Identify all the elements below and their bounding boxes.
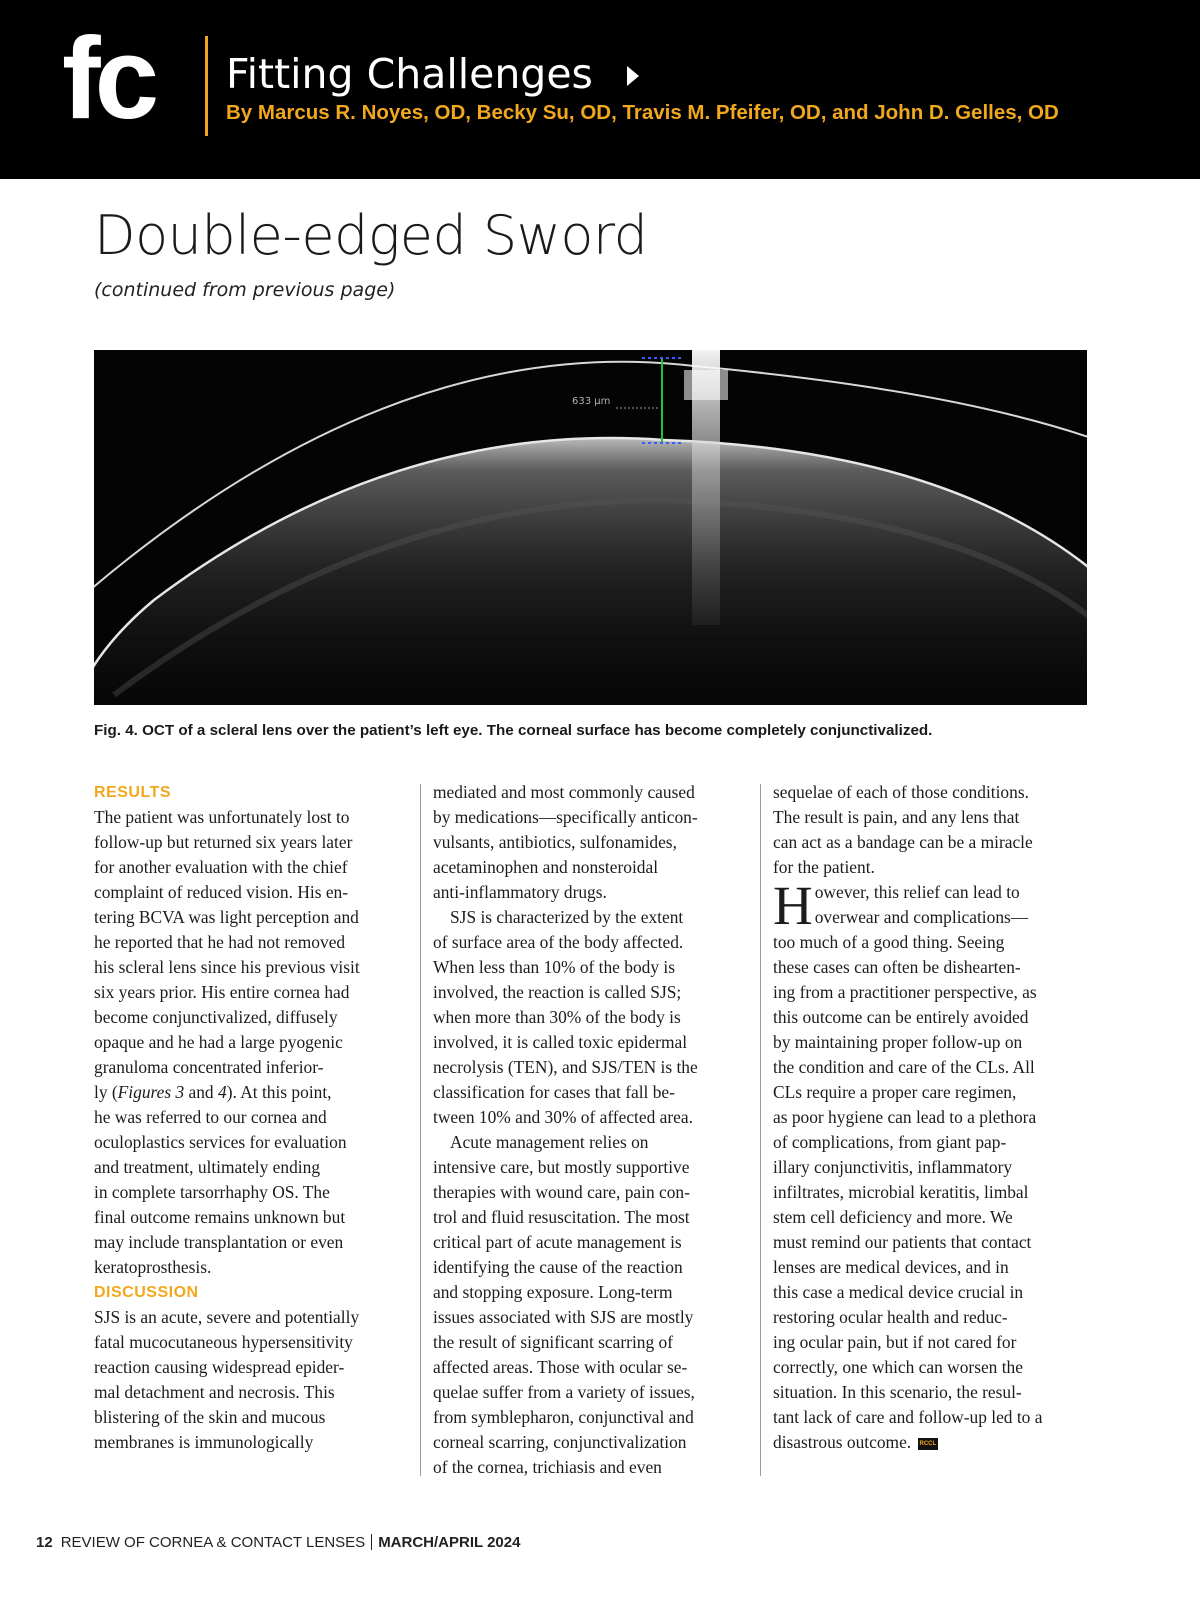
text-line: involved, the reaction is called SJS; <box>433 982 682 1002</box>
text-line: must remind our patients that contact <box>773 1232 1032 1252</box>
column-rule <box>760 784 761 1476</box>
publication-name: REVIEW OF CORNEA & CONTACT LENSES <box>60 1534 366 1551</box>
text-line: acetaminophen and nonsteroidal <box>433 857 659 877</box>
discussion-heading: DISCUSSION <box>94 1284 199 1301</box>
text-line: by maintaining proper follow-up on <box>773 1032 1023 1052</box>
text-line: of surface area of the body affected. <box>433 932 684 952</box>
text-line: illary conjunctivitis, inflammatory <box>773 1157 1013 1177</box>
page-footer <box>36 1533 520 1553</box>
logo-divider <box>205 36 208 136</box>
text-line: correctly, one which can worsen the <box>773 1357 1023 1377</box>
text-line: for another evaluation with the chief <box>94 857 348 877</box>
text-line: keratoprosthesis. <box>94 1257 212 1277</box>
text-line: affected areas. Those with ocular se- <box>433 1357 688 1377</box>
text-line: membranes is immunologically <box>94 1432 314 1452</box>
byline: By Marcus R. Noyes, OD, Becky Su, OD, Travis M. Pfeifer, OD, and John D. Gelles, OD <box>226 101 1059 124</box>
text-line: by medications—specifically anticon- <box>433 807 698 827</box>
text-line: issues associated with SJS are mostly <box>433 1307 694 1327</box>
text-line: for the patient. <box>773 857 875 877</box>
text-line: become conjunctivalized, diffusely <box>94 1007 338 1027</box>
text-line: may include transplantation or even <box>94 1232 344 1252</box>
text-line: he was referred to our cornea and <box>94 1107 327 1127</box>
text-line: this outcome can be entirely avoided <box>773 1007 1029 1027</box>
text-line: tering BCVA was light perception and <box>94 907 359 927</box>
text-line: his scleral lens since his previous visit <box>94 957 360 977</box>
text-line: final outcome remains unknown but <box>94 1207 346 1227</box>
text-line: identifying the cause of the reaction <box>433 1257 683 1277</box>
text-line: complaint of reduced vision. His en- <box>94 882 349 902</box>
text-line: fatal mucocutaneous hypersensitivity <box>94 1332 353 1352</box>
text-line: situation. In this scenario, the resul- <box>773 1382 1022 1402</box>
oct-figure <box>94 350 1087 705</box>
end-of-article-icon: RCCL <box>918 1438 939 1450</box>
measurement-label: 633 µm <box>572 396 611 407</box>
text-line: of the cornea, trichiasis and even <box>433 1457 662 1477</box>
text-line: restoring ocular health and reduc- <box>773 1307 1008 1327</box>
text-line: CLs require a proper care regimen, <box>773 1082 1017 1102</box>
figure-3-reference: Figures 3 <box>117 1082 185 1102</box>
body-column-1 <box>94 780 414 1455</box>
text-line: sequelae of each of those conditions. <box>773 782 1029 802</box>
text-line: can act as a bandage can be a miracle <box>773 832 1033 852</box>
text-line: involved, it is called toxic epidermal <box>433 1032 688 1052</box>
text-line: and stopping exposure. Long-term <box>433 1282 673 1302</box>
text-line: overwear and complications— <box>814 907 1029 927</box>
text-line: blistering of the skin and mucous <box>94 1407 326 1427</box>
text-line: oculoplastics services for evaluation <box>94 1132 347 1152</box>
text-line: anti-inflammatory drugs. <box>433 882 607 902</box>
header-banner <box>0 0 1200 179</box>
text-line: the result of significant scarring of <box>433 1332 674 1352</box>
page-number: 12 <box>36 1534 53 1551</box>
text-line: therapies with wound care, pain con- <box>433 1182 690 1202</box>
text-line: and treatment, ultimately ending <box>94 1157 321 1177</box>
text-line: The patient was unfortunately lost to <box>94 807 350 827</box>
text-line: tween 10% and 30% of affected area. <box>433 1107 693 1127</box>
oct-image <box>94 350 1087 705</box>
figure-reference-line: ly (Figures 3 and 4). At this point, <box>94 1082 332 1102</box>
results-heading: RESULTS <box>94 784 171 801</box>
text-line: critical part of acute management is <box>433 1232 682 1252</box>
text-line: the condition and care of the CLs. All <box>773 1057 1035 1077</box>
article-title: Double-edged Sword <box>94 204 648 267</box>
text-line: these cases can often be dishearten- <box>773 957 1021 977</box>
text-line: this case a medical device crucial in <box>773 1282 1024 1302</box>
text-line: he reported that he had not removed <box>94 932 346 952</box>
text-line: opaque and he had a large pyogenic <box>94 1032 343 1052</box>
text-line: granuloma concentrated inferior- <box>94 1057 324 1077</box>
text-line: The result is pain, and any lens that <box>773 807 1020 827</box>
dropcap: H <box>773 875 813 936</box>
text-line: ing from a practitioner perspective, as <box>773 982 1037 1002</box>
text-line: When less than 10% of the body is <box>433 957 675 977</box>
text-line: vulsants, antibiotics, sulfonamides, <box>433 832 677 852</box>
text-line-final: disastrous outcome. RCCL <box>773 1432 937 1452</box>
text-line: trol and fluid resuscitation. The most <box>433 1207 690 1227</box>
text-line: corneal scarring, conjunctivalization <box>433 1432 687 1452</box>
department-logo: fc <box>62 13 154 143</box>
body-column-2 <box>433 780 753 1480</box>
text-line: six years prior. His entire cornea had <box>94 982 350 1002</box>
text-line: SJS is characterized by the extent <box>450 907 684 927</box>
text-line: as poor hygiene can lead to a plethora <box>773 1107 1037 1127</box>
dropcap-paragraph <box>773 875 1093 936</box>
text-line: lenses are medical devices, and in <box>773 1257 1009 1277</box>
body-column-3 <box>773 780 1093 1455</box>
text-line: from symblepharon, conjunctival and <box>433 1407 694 1427</box>
figure-4-reference: 4 <box>217 1082 227 1102</box>
text-line: when more than 30% of the body is <box>433 1007 681 1027</box>
text-line: quelae suffer from a variety of issues, <box>433 1382 695 1402</box>
text-line: stem cell deficiency and more. We <box>773 1207 1013 1227</box>
text-line: ing ocular pain, but if not cared for <box>773 1332 1017 1352</box>
text-line: infiltrates, microbial keratitis, limbal <box>773 1182 1029 1202</box>
text-line: SJS is an acute, severe and potentially <box>94 1307 360 1327</box>
text-line: owever, this relief can lead to <box>814 882 1020 902</box>
text-line: Acute management relies on <box>450 1132 649 1152</box>
text-line: of complications, from giant pap- <box>773 1132 1007 1152</box>
text-line: mal detachment and necrosis. This <box>94 1382 335 1402</box>
text-line: classification for cases that fall be- <box>433 1082 675 1102</box>
text-line: necrolysis (TEN), and SJS/TEN is the <box>433 1057 698 1077</box>
department-title: Fitting Challenges <box>226 50 593 98</box>
text-line: follow-up but returned six years later <box>94 832 353 852</box>
text-line: mediated and most commonly caused <box>433 782 695 802</box>
continued-note: (continued from previous page) <box>94 279 396 301</box>
text-line: too much of a good thing. Seeing <box>773 932 1005 952</box>
figure-caption: Fig. 4. OCT of a scleral lens over the patient’s left eye. The corneal surface has become completely conjunctivalized. <box>94 722 933 739</box>
text-line: tant lack of care and follow-up led to a <box>773 1407 1043 1427</box>
column-rule <box>420 784 421 1476</box>
text-line: in complete tarsorrhaphy OS. The <box>94 1182 330 1202</box>
text-line: intensive care, but mostly supportive <box>433 1157 690 1177</box>
text-line: reaction causing widespread epider- <box>94 1357 345 1377</box>
issue-date: MARCH/APRIL 2024 <box>378 1534 521 1551</box>
arrow-right-icon <box>627 66 639 86</box>
